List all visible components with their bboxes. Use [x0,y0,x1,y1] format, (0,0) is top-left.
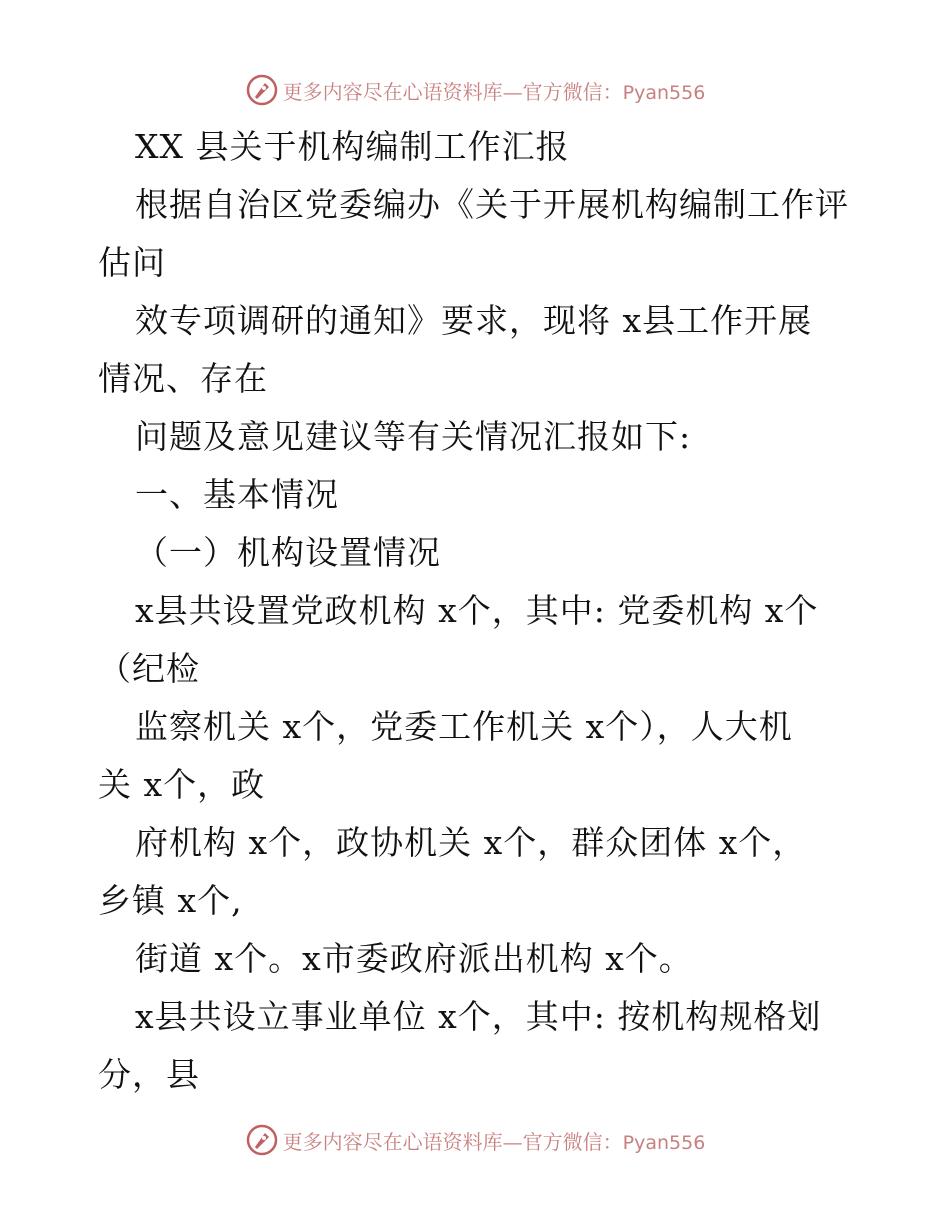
pen-nib-logo-icon [245,73,279,107]
pen-nib-logo-icon [245,1123,279,1157]
paragraph-line: 监察机关 x个，党委工作机关 x个），人大机 [135,707,793,746]
watermark-text: 更多内容尽在心语资料库—官方微信：Pyan556 [282,1129,706,1154]
paragraph-line: 关 x个，政 [98,765,266,804]
paragraph-line: 估问 [98,243,166,282]
paragraph-line: 根据自治区党委编办《关于开展机构编制工作评 [135,185,849,224]
footer-watermark [0,1120,950,1160]
paragraph-line: （纪检 [98,649,200,688]
section-heading: 一、基本情况 [135,475,339,514]
paragraph-line: x县共设置党政机构 x个，其中: 党委机构 x个 [135,591,819,630]
subsection-heading: （一）机构设置情况 [135,533,441,572]
paragraph-line: 乡镇 x个, [98,881,243,920]
paragraph-line: 情况、存在 [98,359,268,398]
paragraph-line: 问题及意见建议等有关情况汇报如下: [135,417,692,456]
paragraph-line: 效专项调研的通知》要求，现将 x县工作开展 [135,301,813,340]
paragraph-line: 府机构 x个，政协机关 x个，群众团体 x个， [135,823,807,862]
watermark-text: 更多内容尽在心语资料库—官方微信：Pyan556 [282,79,706,104]
doc-title: XX 县关于机构编制工作汇报 [135,127,570,166]
paragraph-line: 分，县 [98,1055,200,1094]
paragraph-line: 街道 x个。x市委政府派出机构 x个。 [135,939,693,978]
header-watermark [0,70,950,110]
paragraph-line: x县共设立事业单位 x个，其中: 按机构规格划 [135,997,822,1036]
